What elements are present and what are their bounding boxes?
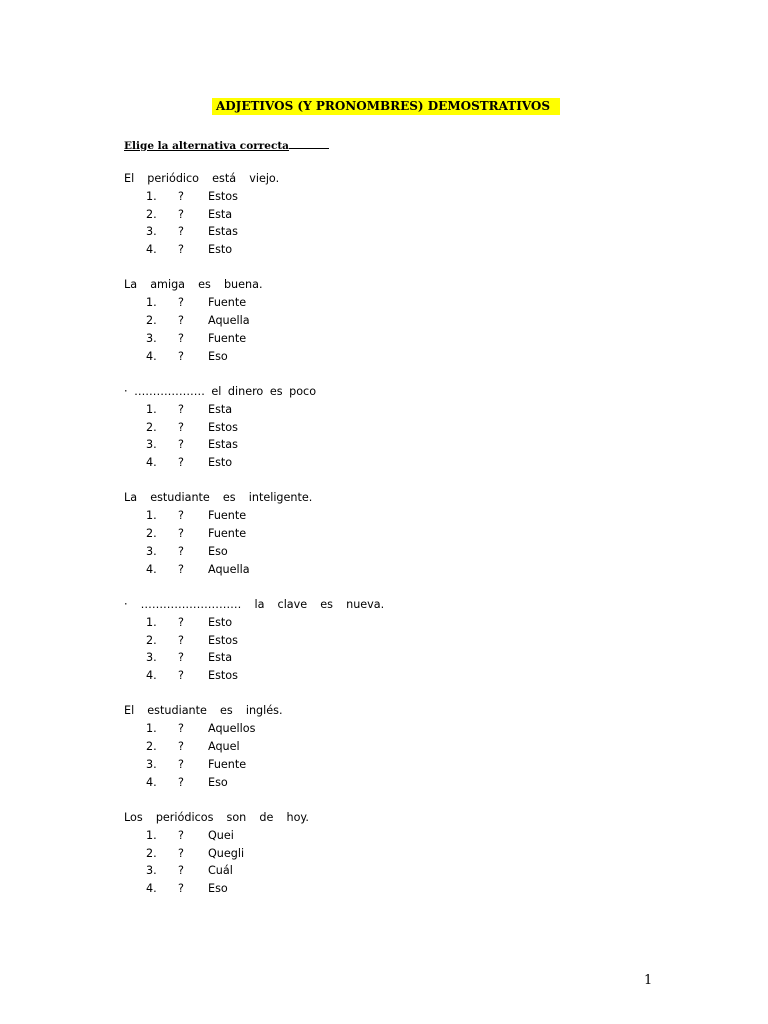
option-number: 3. <box>146 544 157 558</box>
option-row[interactable] <box>124 827 384 845</box>
question-text: · ……………………… la clave es nueva. <box>124 597 385 611</box>
option-number: 3. <box>146 225 157 239</box>
option-number: 3. <box>146 438 157 452</box>
option-text: Eso <box>208 882 228 896</box>
option-text: Aquellos <box>208 722 256 736</box>
option-number: 4. <box>146 243 157 257</box>
option-row[interactable] <box>124 862 384 880</box>
option-text: Aquel <box>208 740 240 754</box>
option-marker: ? <box>178 651 184 665</box>
option-text: Aquella <box>208 314 250 328</box>
option-marker: ? <box>178 722 184 736</box>
option-marker: ? <box>178 775 184 789</box>
question-block <box>124 276 384 365</box>
option-marker: ? <box>178 740 184 754</box>
option-marker: ? <box>178 243 184 257</box>
option-text: Eso <box>208 349 228 363</box>
option-row[interactable] <box>124 188 384 206</box>
option-row[interactable] <box>124 241 384 259</box>
option-marker: ? <box>178 633 184 647</box>
option-text: Eso <box>208 775 228 789</box>
option-text: Fuente <box>208 331 247 345</box>
option-text: Esto <box>208 243 233 257</box>
option-text: Esta <box>208 402 233 416</box>
option-row[interactable] <box>124 206 384 224</box>
option-text: Aquella <box>208 562 250 576</box>
question-block <box>124 809 384 898</box>
option-text: Esto <box>208 456 233 470</box>
question-block <box>124 489 384 578</box>
option-marker: ? <box>178 882 184 896</box>
option-number: 1. <box>146 722 157 736</box>
option-number: 2. <box>146 846 157 860</box>
option-text: Estos <box>208 633 238 647</box>
option-text: Fuente <box>208 527 247 541</box>
option-number: 4. <box>146 882 157 896</box>
option-marker: ? <box>178 296 184 310</box>
option-row[interactable] <box>124 330 384 348</box>
question-block <box>124 170 384 259</box>
option-marker: ? <box>178 527 184 541</box>
option-row[interactable] <box>124 223 384 241</box>
option-number: 1. <box>146 189 157 203</box>
option-row[interactable] <box>124 774 384 792</box>
question-block <box>124 702 384 791</box>
option-marker: ? <box>178 562 184 576</box>
option-row[interactable] <box>124 348 384 366</box>
question-list <box>124 170 384 915</box>
option-marker: ? <box>178 420 184 434</box>
option-text: Esta <box>208 207 233 221</box>
option-number: 2. <box>146 633 157 647</box>
option-text: Estas <box>208 438 238 452</box>
option-marker: ? <box>178 331 184 345</box>
option-text: Quegli <box>208 846 245 860</box>
option-row[interactable] <box>124 614 384 632</box>
option-number: 2. <box>146 207 157 221</box>
option-text: Fuente <box>208 757 247 771</box>
option-number: 1. <box>146 509 157 523</box>
question-text: Los periódicos son de hoy. <box>124 810 309 824</box>
option-marker: ? <box>178 189 184 203</box>
instruction-text: Elige la alternativa correcta <box>124 140 289 152</box>
option-number: 4. <box>146 775 157 789</box>
option-number: 4. <box>146 669 157 683</box>
option-text: Estos <box>208 669 238 683</box>
option-row[interactable] <box>124 401 384 419</box>
option-row[interactable] <box>124 561 384 579</box>
option-row[interactable] <box>124 845 384 863</box>
option-text: Estos <box>208 189 238 203</box>
option-number: 3. <box>146 331 157 345</box>
option-text: Quei <box>208 828 234 842</box>
option-number: 4. <box>146 456 157 470</box>
option-row[interactable] <box>124 419 384 437</box>
option-number: 3. <box>146 651 157 665</box>
option-marker: ? <box>178 314 184 328</box>
option-row[interactable] <box>124 454 384 472</box>
instruction-underline <box>289 137 329 149</box>
option-text: Fuente <box>208 509 247 523</box>
option-marker: ? <box>178 757 184 771</box>
option-row[interactable] <box>124 543 384 561</box>
page-title: ADJETIVOS (Y PRONOMBRES) DEMOSTRATIVOS <box>212 98 560 115</box>
option-marker: ? <box>178 846 184 860</box>
option-text: Esto <box>208 615 233 629</box>
option-row[interactable] <box>124 738 384 756</box>
option-row[interactable] <box>124 632 384 650</box>
option-number: 2. <box>146 740 157 754</box>
option-row[interactable] <box>124 436 384 454</box>
question-block <box>124 383 384 472</box>
question-text: La estudiante es inteligente. <box>124 491 313 505</box>
option-marker: ? <box>178 864 184 878</box>
question-text: La amiga es buena. <box>124 278 263 292</box>
option-marker: ? <box>178 402 184 416</box>
option-row[interactable] <box>124 507 384 525</box>
option-number: 1. <box>146 296 157 310</box>
option-marker: ? <box>178 509 184 523</box>
option-number: 2. <box>146 527 157 541</box>
option-number: 3. <box>146 864 157 878</box>
option-row[interactable] <box>124 312 384 330</box>
instruction-line <box>124 137 329 153</box>
option-number: 3. <box>146 757 157 771</box>
option-row[interactable] <box>124 880 384 898</box>
option-text: Esta <box>208 651 233 665</box>
option-row[interactable] <box>124 720 384 738</box>
option-text: Estos <box>208 420 238 434</box>
option-number: 2. <box>146 420 157 434</box>
option-marker: ? <box>178 207 184 221</box>
option-number: 1. <box>146 402 157 416</box>
option-marker: ? <box>178 225 184 239</box>
question-text: · ………………. el dinero es poco <box>124 384 317 398</box>
option-row[interactable] <box>124 756 384 774</box>
option-marker: ? <box>178 544 184 558</box>
option-number: 4. <box>146 349 157 363</box>
option-marker: ? <box>178 615 184 629</box>
option-number: 1. <box>146 828 157 842</box>
option-marker: ? <box>178 438 184 452</box>
page-number: 1 <box>644 973 653 988</box>
title-container <box>0 97 768 115</box>
option-number: 1. <box>146 615 157 629</box>
option-number: 2. <box>146 314 157 328</box>
question-text: El estudiante es inglés. <box>124 704 283 718</box>
option-text: Estas <box>208 225 238 239</box>
option-marker: ? <box>178 456 184 470</box>
question-block <box>124 596 384 685</box>
option-row[interactable] <box>124 294 384 312</box>
option-text: Fuente <box>208 296 247 310</box>
option-number: 4. <box>146 562 157 576</box>
option-row[interactable] <box>124 649 384 667</box>
option-text: Cuál <box>208 864 233 878</box>
option-marker: ? <box>178 349 184 363</box>
option-text: Eso <box>208 544 228 558</box>
option-row[interactable] <box>124 525 384 543</box>
question-text: El periódico está viejo. <box>124 172 280 185</box>
option-row[interactable] <box>124 667 384 685</box>
option-marker: ? <box>178 828 184 842</box>
option-marker: ? <box>178 669 184 683</box>
